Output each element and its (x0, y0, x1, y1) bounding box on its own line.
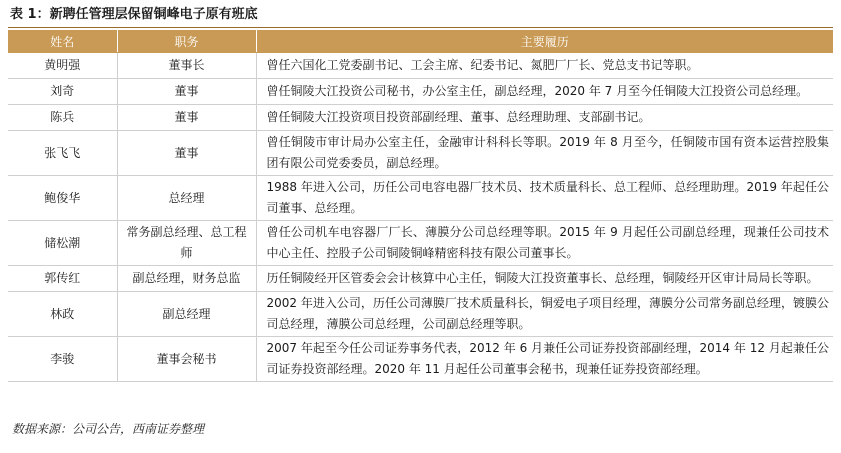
cell-role: 董事 (117, 105, 256, 131)
table-row (8, 131, 833, 176)
table-row (8, 221, 833, 266)
table-row (8, 79, 833, 105)
table-header-row (8, 30, 833, 53)
table-row (8, 337, 833, 382)
cell-role: 常务副总经理、总工程师 (117, 221, 256, 266)
header-role: 职务 (117, 30, 256, 53)
table-title: 表 1：新聘任管理层保留铜峰电子原有班底 (10, 7, 258, 22)
table-row (8, 53, 833, 79)
cell-resume: 2002 年进入公司，历任公司薄膜厂技术质量科长，铜爱电子项目经理，薄膜分公司常务副总经理，镀膜公司总经理，薄膜公司总经理，公司副总经理等职。 (256, 292, 833, 337)
cell-role: 董事长 (117, 53, 256, 79)
cell-role: 副总经理 (117, 292, 256, 337)
table-row (8, 292, 833, 337)
cell-name: 陈兵 (8, 105, 117, 131)
cell-role: 总经理 (117, 176, 256, 221)
cell-role: 董事 (117, 79, 256, 105)
cell-resume: 曾任公司机车电容器厂厂长、薄膜分公司总经理等职。2015 年 9 月起任公司副总经理，现兼任公司技术中心主任、控股子公司铜陵铜峰精密科技有限公司董事长。 (256, 221, 833, 266)
cell-name: 李骏 (8, 337, 117, 382)
cell-name: 刘奇 (8, 79, 117, 105)
cell-resume: 曾任铜陵大江投资公司秘书，办公室主任，副总经理，2020 年 7 月至今任铜陵大江投资公司总经理。 (256, 79, 833, 105)
cell-role: 董事会秘书 (117, 337, 256, 382)
cell-name: 张飞飞 (8, 131, 117, 176)
table-row (8, 176, 833, 221)
table-row (8, 266, 833, 292)
cell-resume: 2007 年起至今任公司证券事务代表，2012 年 6 月兼任公司证券投资部副经理，2014 年 12 月起兼任公司证券投资部经理。2020 年 11 月起任公司董事会秘书，现兼任证券投资部经理。 (256, 337, 833, 382)
cell-resume: 曾任六国化工党委副书记、工会主席、纪委书记、氮肥厂厂长、党总支书记等职。 (256, 53, 833, 79)
cell-role: 董事 (117, 131, 256, 176)
cell-role: 副总经理，财务总监 (117, 266, 256, 292)
cell-resume: 曾任铜陵大江投资项目投资部副经理、董事、总经理助理、支部副书记。 (256, 105, 833, 131)
table-row (8, 105, 833, 131)
cell-name: 郭传红 (8, 266, 117, 292)
header-resume: 主要履历 (256, 30, 833, 53)
source-note: 数据来源：公司公告，西南证券整理 (12, 422, 205, 436)
cell-name: 黄明强 (8, 53, 117, 79)
cell-name: 林政 (8, 292, 117, 337)
title-divider (8, 27, 833, 28)
cell-resume: 历任铜陵经开区管委会会计核算中心主任，铜陵大江投资董事长、总经理，铜陵经开区审计局局长等职。 (256, 266, 833, 292)
management-table (8, 30, 833, 382)
header-name: 姓名 (8, 30, 117, 53)
cell-resume: 曾任铜陵市审计局办公室主任，金融审计科科长等职。2019 年 8 月至今，任铜陵市国有资本运营控股集团有限公司党委委员，副总经理。 (256, 131, 833, 176)
cell-resume: 1988 年进入公司，历任公司电容电器厂技术员、技术质量科长、总工程师、总经理助理。2019 年起任公司董事、总经理。 (256, 176, 833, 221)
cell-name: 储松潮 (8, 221, 117, 266)
cell-name: 鲍俊华 (8, 176, 117, 221)
